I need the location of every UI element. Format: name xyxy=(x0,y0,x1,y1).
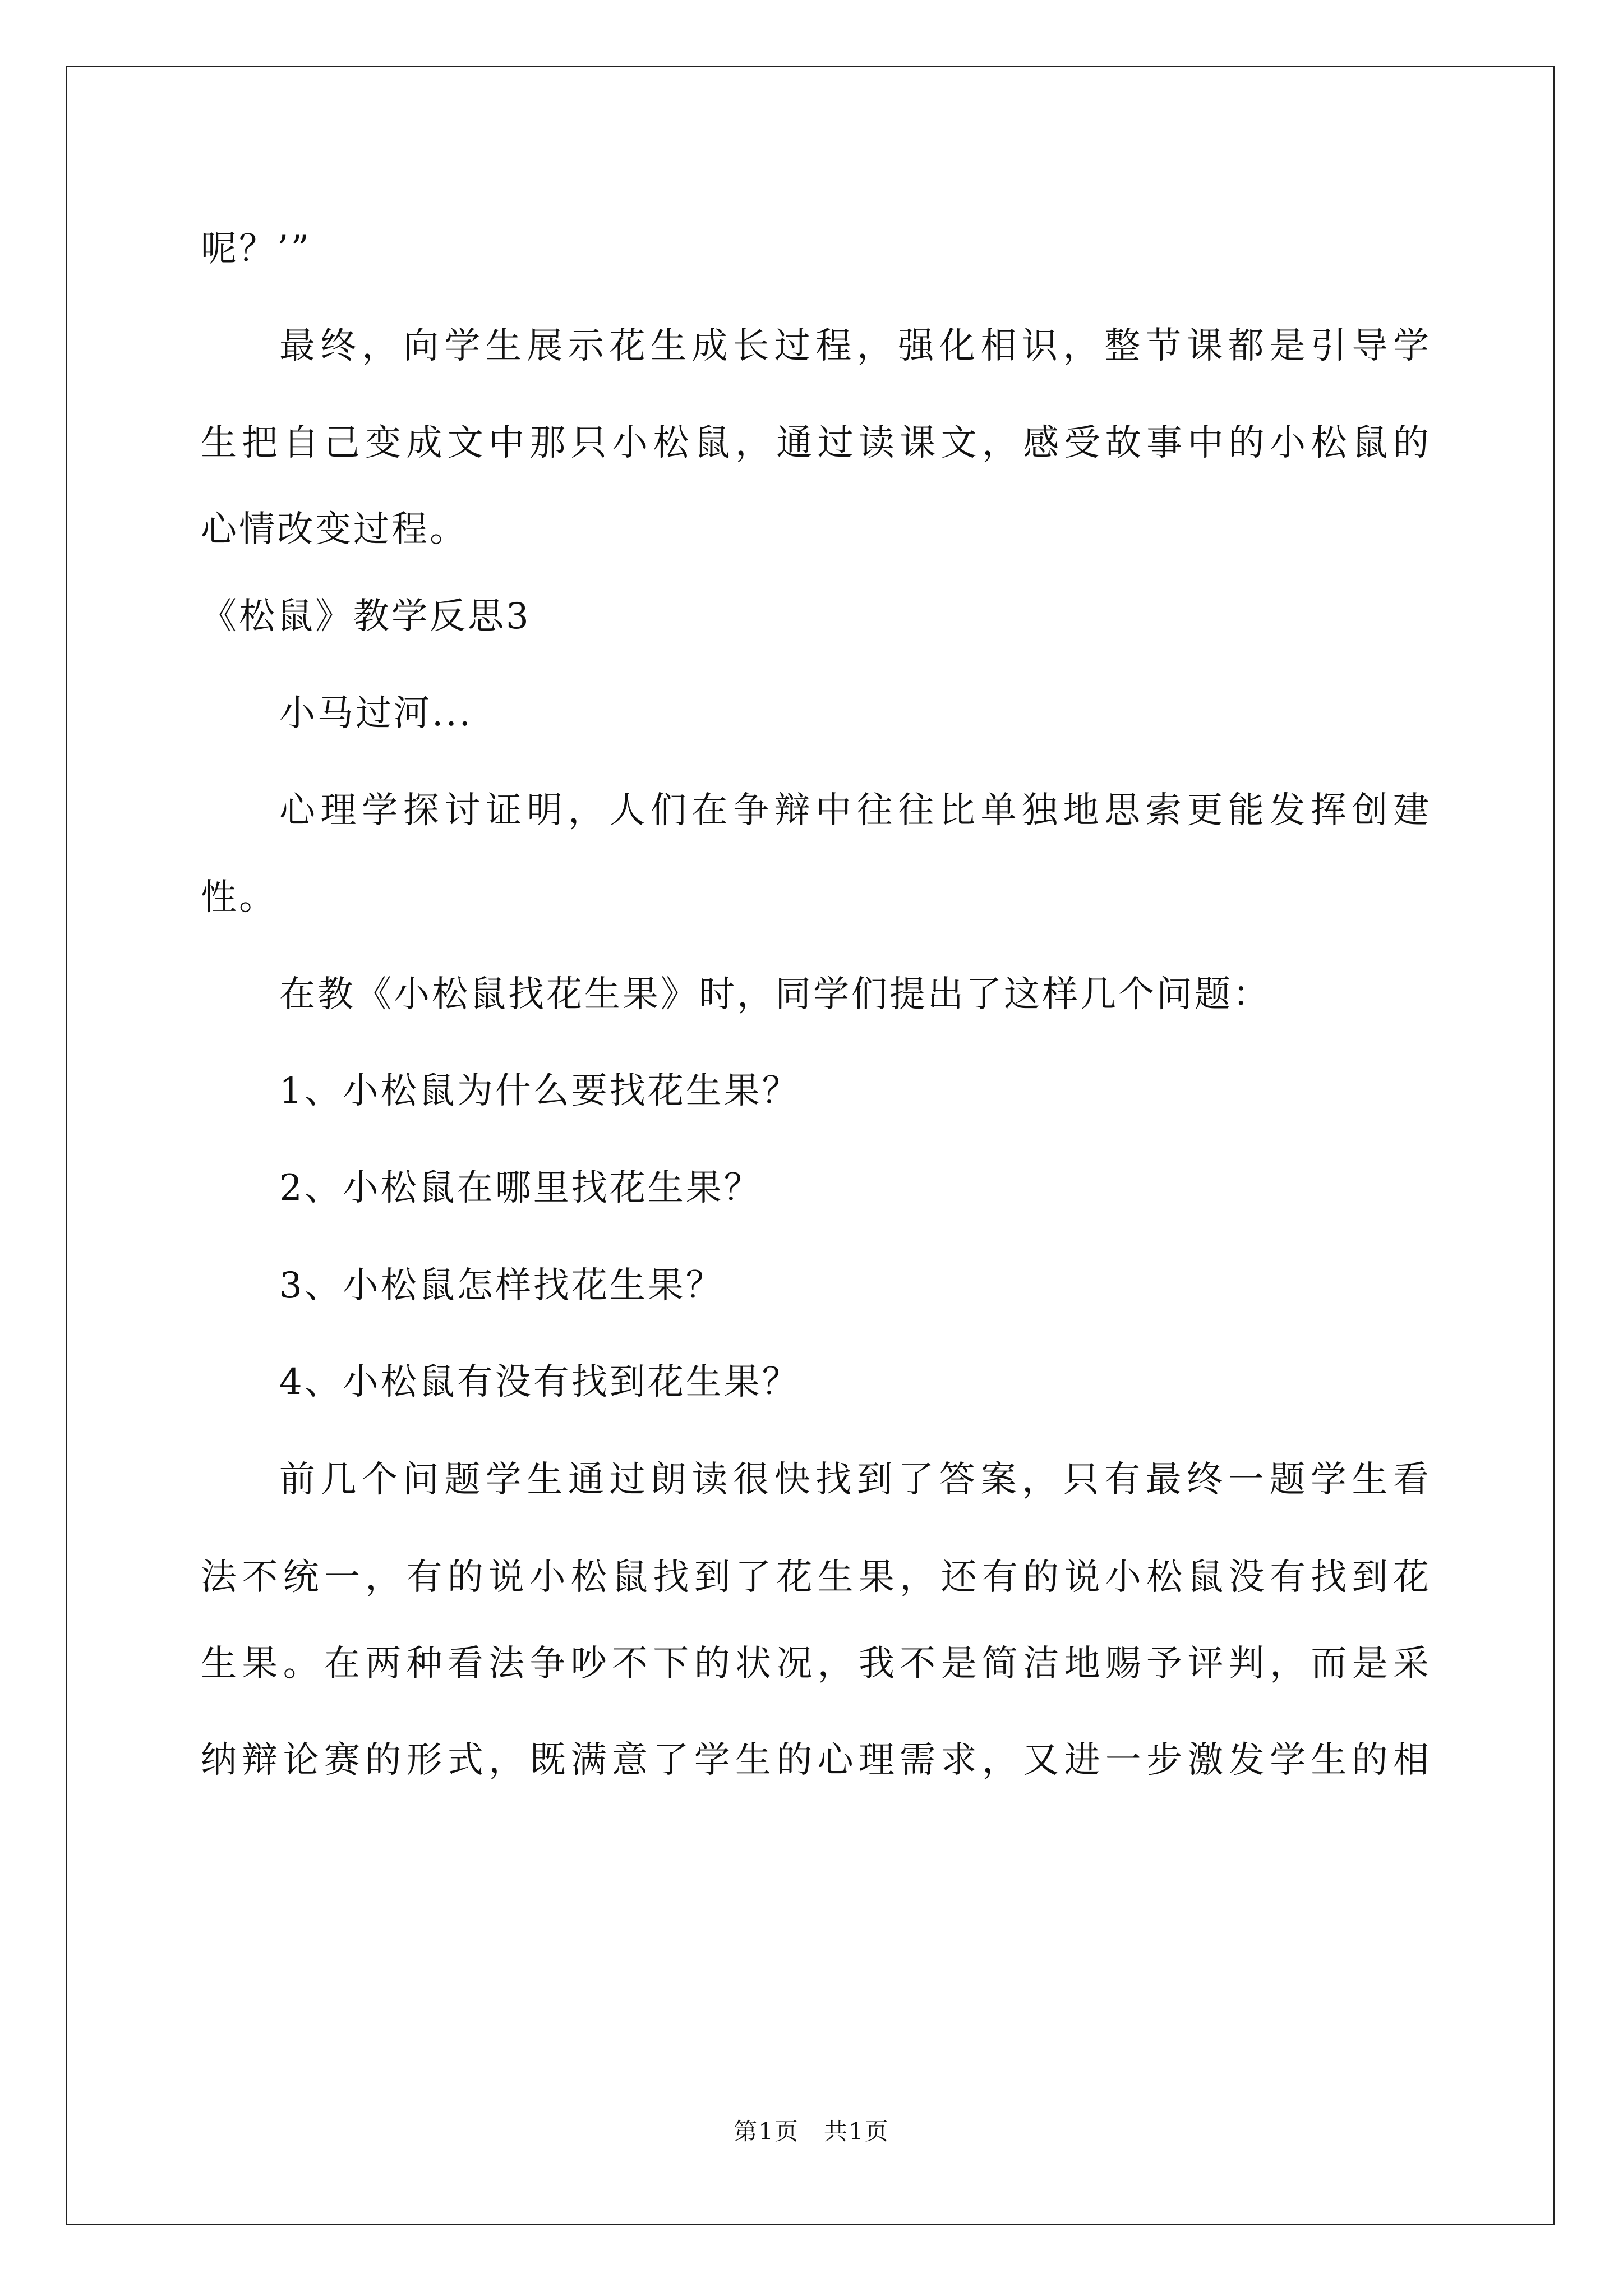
text-line: 法不统一，有的说小松鼠找到了花生果，还有的说小松鼠没有找到花 xyxy=(201,1557,1429,1598)
list-item: 3、小松鼠怎样找花生果？ xyxy=(279,1265,724,1306)
text-line: 心理学探讨证明，人们在争辩中往往比单独地思索更能发挥创建 xyxy=(279,790,1429,831)
text-line: 呢？’” xyxy=(201,228,312,270)
text-line: 生把自己变成文中那只小松鼠，通过读课文，感受故事中的小松鼠的 xyxy=(201,422,1429,464)
text-line: 纳辩论赛的形式，既满意了学生的心理需求，又进一步激发学生的相 xyxy=(201,1740,1429,1781)
text-line: 生果。在两种看法争吵不下的状况，我不是简洁地赐予评判，而是采 xyxy=(201,1643,1429,1685)
text-line: 最终，向学生展示花生成长过程，强化相识，整节课都是引导学 xyxy=(279,325,1429,367)
page-total: 共1页 xyxy=(824,2118,889,2145)
text-line: 性。 xyxy=(201,877,277,918)
text-line: 小马过河... xyxy=(279,693,473,734)
page-footer xyxy=(0,2116,1623,2147)
page-border xyxy=(66,66,1555,2225)
list-item: 1、小松鼠为什么要找花生果？ xyxy=(279,1070,800,1112)
list-item: 2、小松鼠在哪里找花生果？ xyxy=(279,1167,762,1209)
page-number: 第1页 xyxy=(734,2118,799,2145)
text-line: 在教《小松鼠找花生果》时，同学们提出了这样几个问题： xyxy=(279,974,1271,1015)
text-line: 前几个问题学生通过朗读很快找到了答案，只有最终一题学生看 xyxy=(279,1459,1429,1501)
text-line: 心情改变过程。 xyxy=(201,509,468,550)
section-heading: 《松鼠》教学反思3 xyxy=(201,596,531,637)
list-item: 4、小松鼠有没有找到花生果？ xyxy=(279,1361,800,1403)
